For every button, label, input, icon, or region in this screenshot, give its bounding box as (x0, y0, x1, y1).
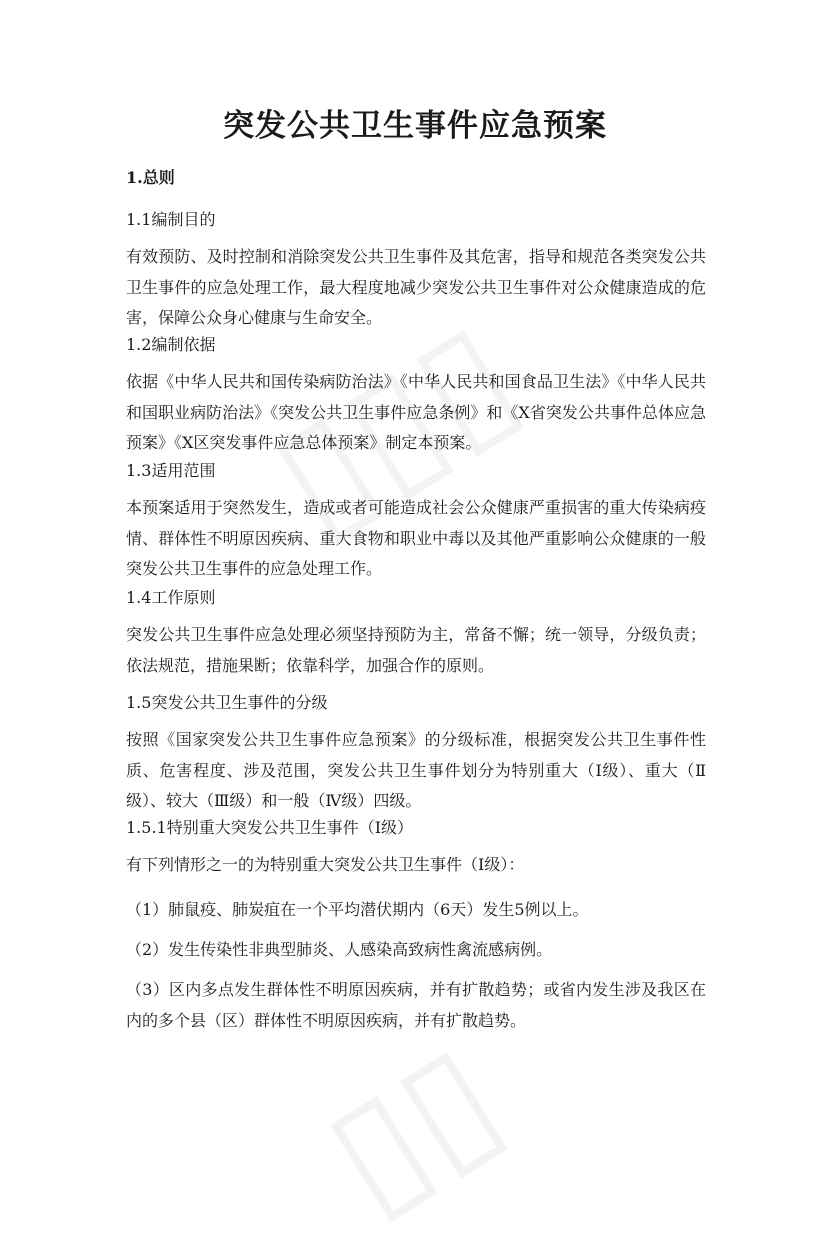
paragraph-classification: 按照《国家突发公共卫生事件应急预案》的分级标准，根据突发公共卫生事件性质、危害程度、涉及范围，突发公共卫生事件划分为特别重大（Ⅰ级）、重大（Ⅱ级）、较大（Ⅲ级）和一般（Ⅳ级）四级。 (126, 730, 706, 810)
paragraph-scope: 本预案适用于突然发生，造成或者可能造成社会公众健康严重损害的重大传染病疫情、群体性不明原因疾病、重大食物和职业中毒以及其他严重影响公众健康的一般突发公共卫生事件的应急处理工作。 (126, 498, 706, 578)
section-heading-general: 1.总则 (126, 168, 175, 187)
list-item: （1）肺鼠疫、肺炭疽在一个平均潜伏期内（6天）发生5例以上。 (126, 900, 589, 919)
paragraph-purpose: 有效预防、及时控制和消除突发公共卫生事件及其危害，指导和规范各类突发公共卫生事件的应急处理工作，最大程度地减少突发公共卫生事件对公众健康造成的危害，保障公众身心健康与生命安全。 (126, 247, 706, 327)
heading-level-one: 1.5.1特别重大突发公共卫生事件（Ⅰ级） (126, 818, 414, 837)
paragraph-principles: 突发公共卫生事件应急处理必须坚持预防为主，常备不懈；统一领导，分级负责；依法规范，措施果断；依靠科学，加强合作的原则。 (126, 625, 706, 675)
list-item: （3）区内多点发生群体性不明原因疾病，并有扩散趋势；或省内发生涉及我区在内的多个县（区）群体性不明原因疾病，并有扩散趋势。 (126, 980, 706, 1030)
paragraph-basis: 依据《中华人民共和国传染病防治法》《中华人民共和国食品卫生法》《中华人民共和国职业病防治法》《突发公共卫生事件应急条例》和《X省突发公共事件总体应急预案》《X区突发事件应急总体预案》制定本预案。 (126, 372, 706, 452)
page-title: 突发公共卫生事件应急预案 (223, 108, 607, 144)
heading-basis: 1.2编制依据 (126, 335, 216, 354)
heading-classification: 1.5突发公共卫生事件的分级 (126, 693, 328, 712)
watermark-mark (296, 1009, 528, 1244)
heading-principles: 1.4工作原则 (126, 588, 216, 607)
paragraph-level-one-intro: 有下列情形之一的为特别重大突发公共卫生事件（Ⅰ级）： (126, 855, 525, 874)
heading-scope: 1.3适用范围 (126, 461, 216, 480)
list-item: （2）发生传染性非典型肺炎、人感染高致病性禽流感病例。 (126, 940, 553, 959)
heading-purpose: 1.1编制目的 (126, 210, 216, 229)
